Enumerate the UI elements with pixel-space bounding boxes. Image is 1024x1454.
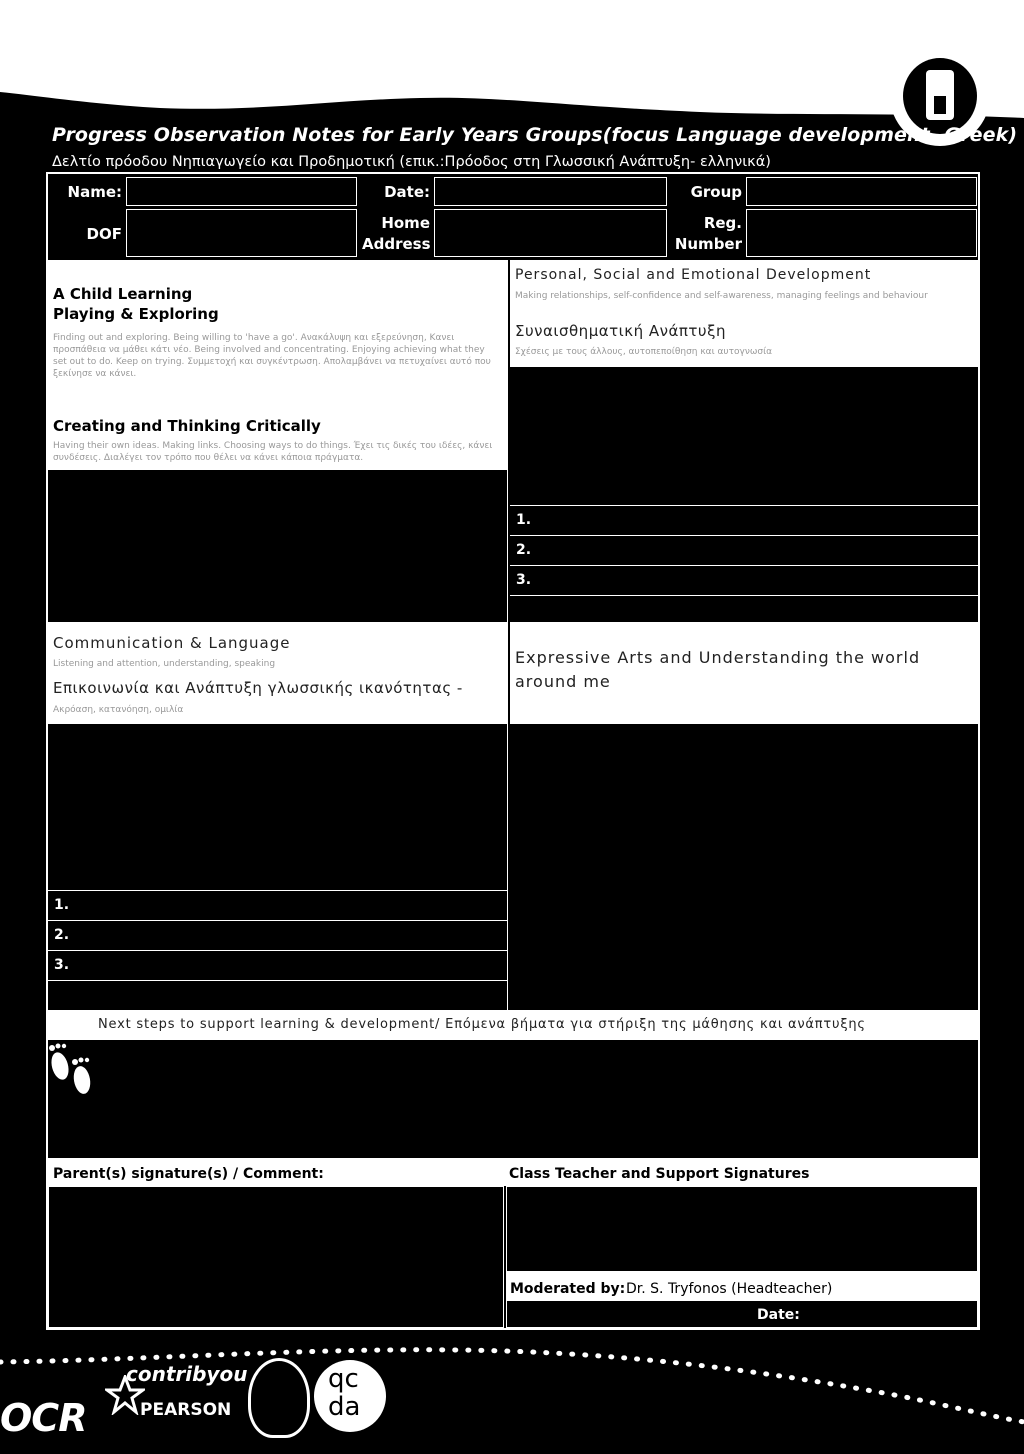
qcda-top-text: qc — [328, 1364, 359, 1394]
personal-greek-heading: Συναισθηματική Ανάπτυξη — [515, 322, 726, 340]
group-label: Group — [690, 183, 742, 201]
teacher-signature-label: Class Teacher and Support Signatures — [509, 1166, 810, 1182]
communication-notes-area[interactable] — [48, 724, 508, 1010]
qcda-logo — [314, 1360, 386, 1432]
communication-greek-tiny: Ακρόαση, κατανόηση, ομιλία — [53, 705, 184, 715]
playing-exploring-text: Finding out and exploring. Being willing to 'have a go'. Ανακάλυψη και εξερεύνηση, Κανει προσπάθεια να μάθει κάτι νέο. Being involved and concentrating. Enjoying achieving what they set out to do. Keep on trying. Συμμετοχή και συγκέντρωση. Απολαμβάνει να πετυχαίνει αυτό που ξεκίνησε να κάνει. — [53, 333, 491, 379]
child-learning-heading: A Child Learning — [53, 285, 193, 303]
home-label: Home — [381, 214, 430, 232]
expressive-notes-area[interactable] — [510, 724, 978, 1010]
next-steps-area[interactable] — [48, 1040, 978, 1158]
personal-heading: Personal, Social and Emotional Development — [515, 267, 872, 283]
communication-row-1[interactable]: 1. — [48, 890, 507, 918]
personal-tiny-text: Making relationships, self-confidence and self-awareness, managing feelings and behaviour — [515, 291, 928, 301]
reg-label: Reg. — [703, 214, 742, 232]
personal-notes-area[interactable] — [510, 367, 978, 622]
footprints-icon — [44, 1040, 104, 1106]
personal-row-3[interactable]: 3. — [510, 565, 978, 593]
playing-exploring-heading: Playing & Exploring — [53, 305, 219, 323]
personal-row-4[interactable] — [510, 595, 978, 622]
pearson-logo: PEARSON — [140, 1400, 232, 1420]
parent-signature-label: Parent(s) signature(s) / Comment: — [53, 1166, 324, 1182]
dof-field[interactable] — [126, 209, 357, 257]
page-title: Progress Observation Notes for Early Years Groups(focus Language development- Greek) — [52, 124, 1018, 146]
moderated-label: Moderated by: — [510, 1281, 626, 1297]
communication-panel — [48, 622, 508, 724]
ocr-logo: OCR — [0, 1396, 87, 1440]
communication-tiny-text: Listening and attention, understanding, speaking — [53, 659, 276, 669]
eco-schools-logo — [248, 1358, 310, 1438]
reg-number-field[interactable] — [746, 209, 977, 257]
child-learning-notes[interactable] — [48, 470, 508, 622]
creating-thinking-text: Having their own ideas. Making links. Choosing ways to do things. Έχει τις δικές του ιδέες, κάνει συνδέσεις. Διαλέγει τον τρόπο που θέλει να κάνει κάποια πράγματα. — [53, 441, 493, 463]
expressive-arts-panel — [510, 622, 978, 724]
date-label: Date: — [384, 183, 430, 201]
signature-date-label: Date: — [757, 1307, 800, 1323]
date-field[interactable] — [434, 177, 667, 206]
personal-row-1[interactable]: 1. — [510, 505, 978, 533]
communication-row-4[interactable] — [48, 980, 507, 1010]
teacher-signature-field[interactable] — [506, 1186, 978, 1272]
next-steps-bar — [48, 1010, 978, 1040]
moderated-value: Dr. S. Tryfonos (Headteacher) — [626, 1281, 833, 1297]
qcda-bottom-text: da — [328, 1392, 361, 1422]
personal-development-panel — [510, 260, 978, 367]
group-field[interactable] — [746, 177, 977, 206]
child-learning-panel — [48, 260, 508, 470]
communication-heading: Communication & Language — [53, 634, 291, 652]
expressive-heading-line2: around me — [515, 672, 611, 691]
signatures-header — [48, 1158, 978, 1186]
home-address-field[interactable] — [434, 209, 667, 257]
communication-row-3[interactable]: 3. — [48, 950, 507, 978]
address-label: Address — [362, 235, 431, 253]
creating-thinking-heading: Creating and Thinking Critically — [53, 417, 321, 435]
date-signature-field[interactable] — [506, 1300, 978, 1328]
dof-label: DOF — [86, 225, 122, 243]
name-label: Name: — [67, 183, 122, 201]
page-subtitle: Δελτίο πρόοδου Νηπιαγωγείο και Προδημοτική (επικ.:Πρόοδος στη Γλωσσική Ανάπτυξη- ελληνικά) — [52, 154, 771, 170]
number-label: Number — [674, 235, 742, 253]
footer-dotted-wave — [0, 1330, 1024, 1450]
name-field[interactable] — [126, 177, 357, 206]
crest-emblem-detail — [934, 96, 946, 114]
expressive-heading: Expressive Arts and Understanding the world — [515, 648, 921, 667]
personal-greek-tiny: Σχέσεις με τους άλλους, αυτοπεποίθηση και αυτογνωσία — [515, 347, 773, 357]
header-background — [0, 0, 1024, 120]
contribyou-logo: contribyou — [126, 1362, 248, 1386]
communication-greek-heading: Επικοινωνία και Ανάπτυξη γλωσσικής ικανότητας - — [53, 679, 463, 697]
next-steps-heading: Next steps to support learning & development/ Επόμενα βήματα για στήριξη της μάθησης και ανάπτυξης — [98, 1017, 866, 1032]
moderated-bar — [506, 1272, 978, 1300]
parent-signature-field[interactable] — [48, 1186, 504, 1328]
personal-row-2[interactable]: 2. — [510, 535, 978, 563]
communication-row-2[interactable]: 2. — [48, 920, 507, 948]
